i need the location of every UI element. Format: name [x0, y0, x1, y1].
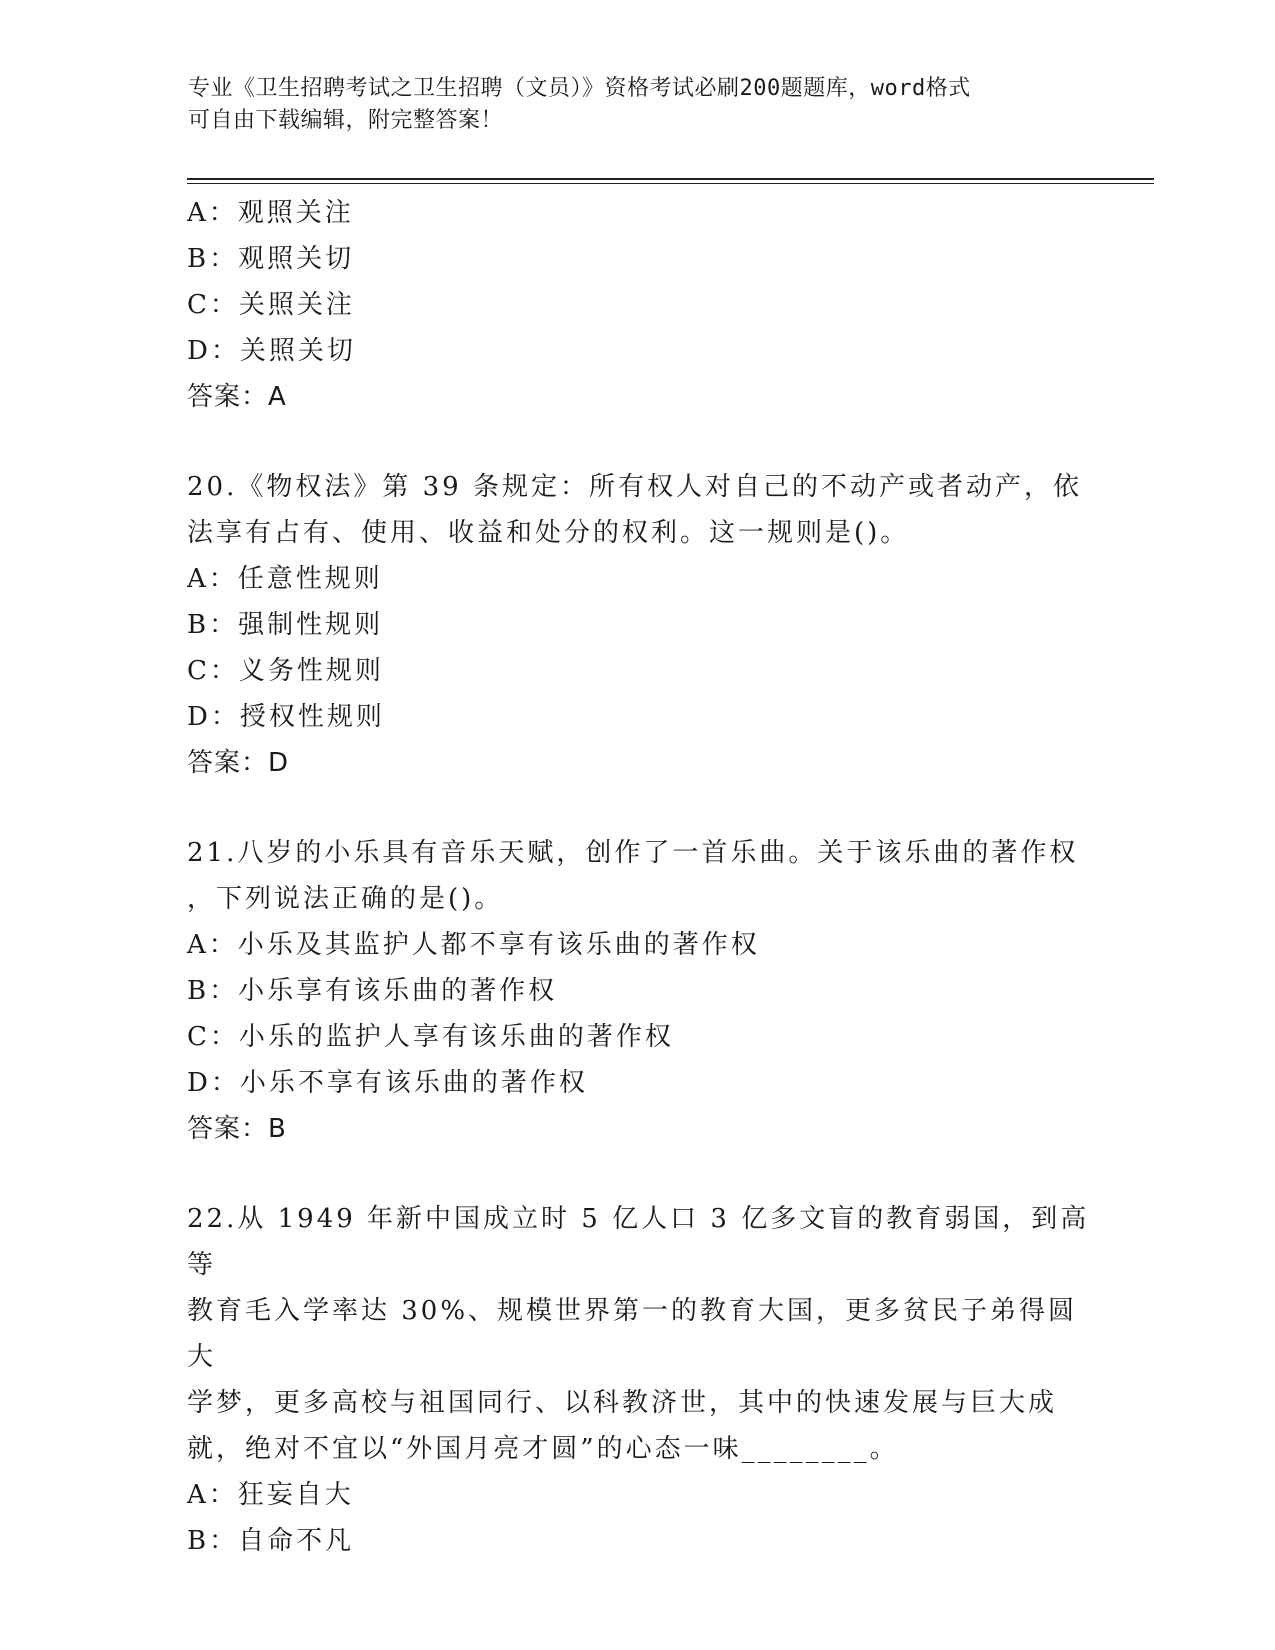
header-title-line-1: 专业《卫生招聘考试之卫生招聘（文员）》资格考试必刷200题题库，word格式 [188, 76, 971, 101]
header-title-line-2: 可自由下载编辑，附完整答案！ [188, 108, 504, 133]
header-divider-thick [187, 178, 1154, 180]
option-d: D：关照关切 [187, 336, 356, 366]
question-text-line: 22.从 1949 年新中国成立时 5 亿人口 3 亿多文盲的教育弱国，到高等 [187, 1204, 1090, 1280]
option-a: A：小乐及其监护人都不享有该乐曲的著作权 [187, 930, 760, 960]
question-list [187, 190, 1092, 1564]
spacer [187, 420, 1092, 464]
question-text-line: 20.《物权法》第 39 条规定：所有权人对自己的不动产或者动产，依 [187, 472, 1082, 502]
question-text-line: 就，绝对不宜以“外国月亮才圆”的心态一味________。 [187, 1434, 899, 1464]
option-a: A：狂妄自大 [187, 1480, 354, 1510]
question-text-line: 学梦，更多高校与祖国同行、以科教济世，其中的快速发展与巨大成 [187, 1388, 1058, 1418]
option-c: C：小乐的监护人享有该乐曲的著作权 [187, 1022, 674, 1052]
question-text-line: 法享有占有、使用、收益和处分的权利。这一规则是()。 [187, 518, 910, 548]
option-b: B：观照关切 [187, 244, 355, 274]
answer-line: 答案：B [187, 1114, 287, 1144]
option-b: B：强制性规则 [187, 610, 384, 640]
question-block-21 [187, 830, 1092, 1152]
answer-line: 答案：D [187, 748, 290, 778]
option-b: B：小乐享有该乐曲的著作权 [187, 976, 558, 1006]
option-b: B：自命不凡 [187, 1526, 355, 1556]
document-header [188, 73, 1088, 137]
question-block-20 [187, 464, 1092, 786]
option-d: D：授权性规则 [187, 702, 385, 732]
option-c: C：关照关注 [187, 290, 355, 320]
option-a: A：观照关注 [187, 198, 354, 228]
spacer [187, 1152, 1092, 1196]
question-text-line: ，下列说法正确的是()。 [187, 884, 504, 914]
header-divider-thin [187, 183, 1154, 184]
question-text-line: 21.八岁的小乐具有音乐天赋，创作了一首乐曲。关于该乐曲的著作权 [187, 838, 1079, 868]
option-d: D：小乐不享有该乐曲的著作权 [187, 1068, 588, 1098]
option-a: A：任意性规则 [187, 564, 383, 594]
spacer [187, 786, 1092, 830]
question-text-line: 教育毛入学率达 30%、规模世界第一的教育大国，更多贫民子弟得圆大 [187, 1296, 1078, 1372]
option-c: C：义务性规则 [187, 656, 384, 686]
question-block-19 [187, 190, 1092, 420]
answer-line: 答案：A [187, 382, 287, 412]
question-block-22 [187, 1196, 1092, 1564]
